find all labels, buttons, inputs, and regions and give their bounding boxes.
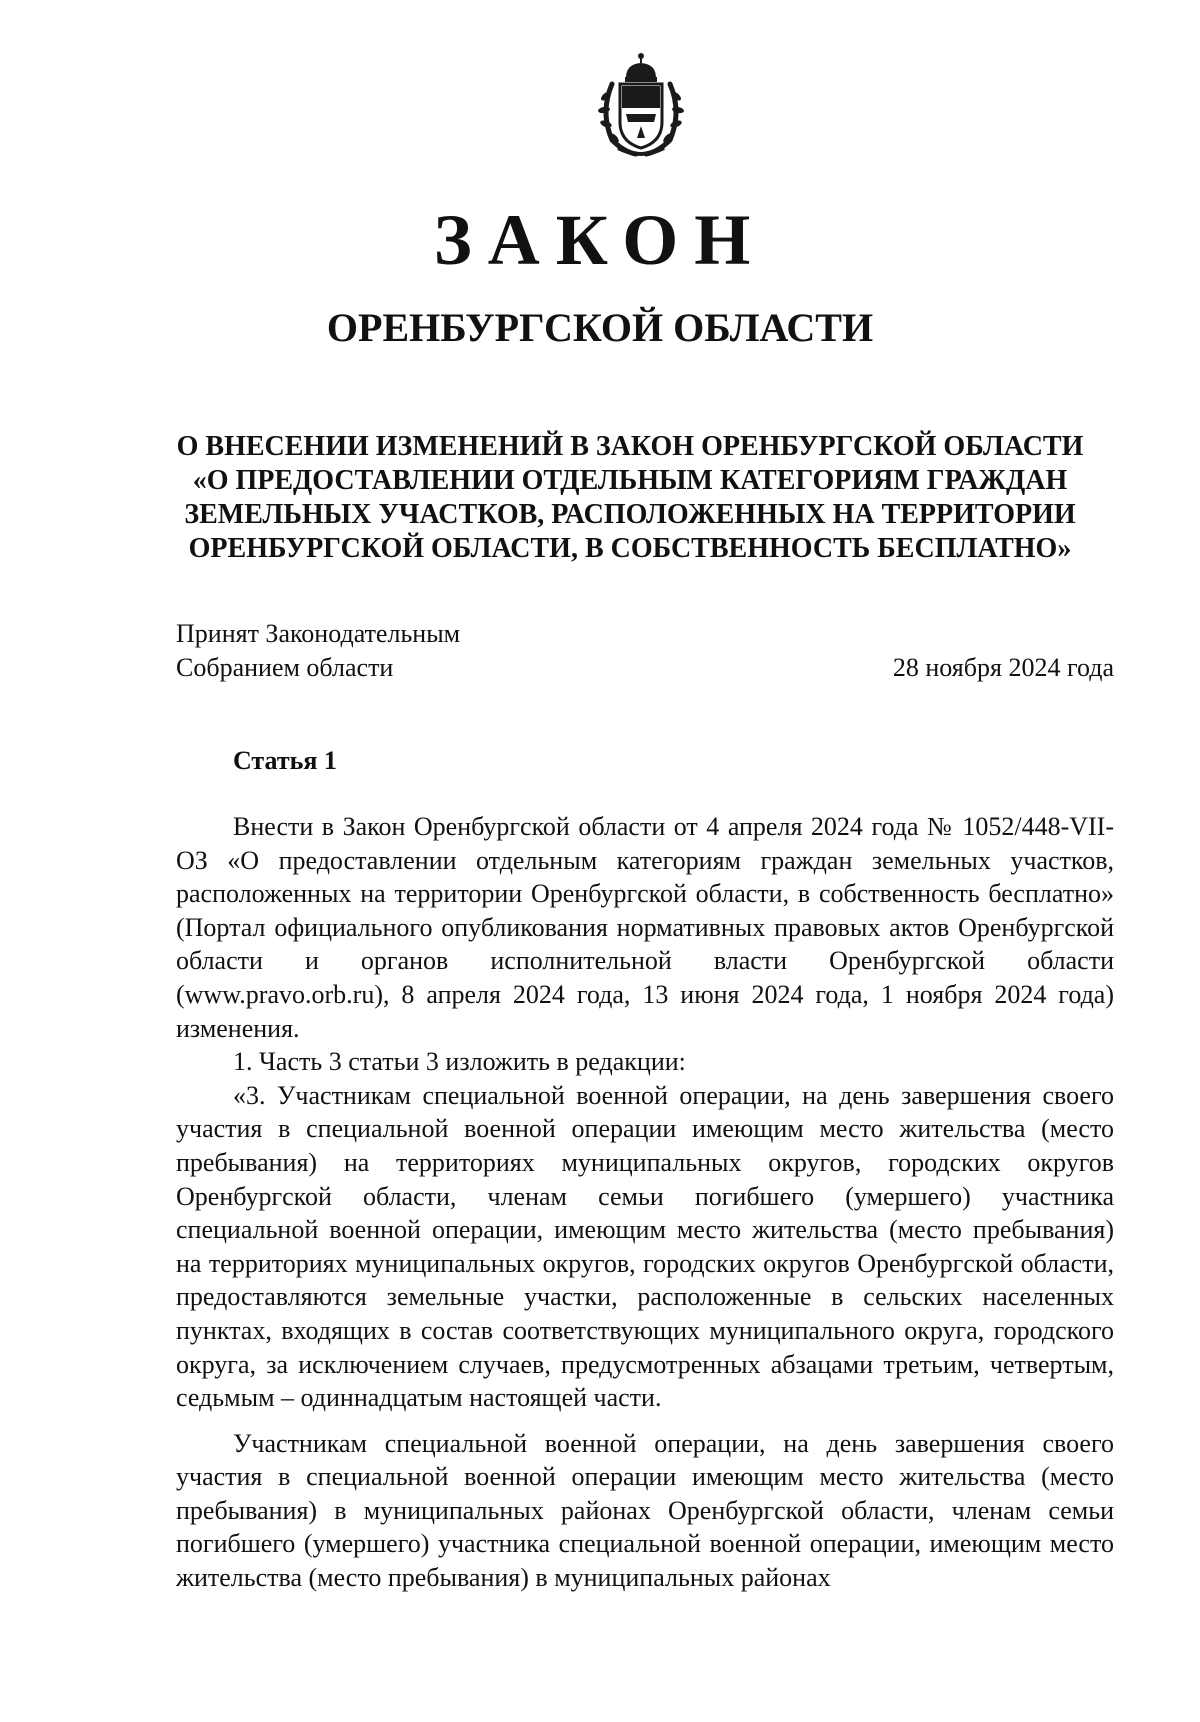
article-heading: Статья 1 [233, 746, 337, 775]
adoption-line-2: Собранием области [176, 653, 394, 682]
document-title: ЗАКОН [433, 200, 767, 280]
law-name-line: ЗЕМЕЛЬНЫХ УЧАСТКОВ, РАСПОЛОЖЕННЫХ НА ТЕРРИТОРИИ [184, 499, 1076, 530]
article-paragraph: «3. Участникам специальной военной операции, на день завершения своего участия в специальной военной операции имеющим место жительства (место пребывания) на территориях муниципальных округов, городских округов Оренбургской области, членам семьи погибшего (умершего) участника специальной военной операции, имеющим место жительства (место пребывания) на территориях муниципальных округов, городских округов Оренбургской области, предоставляются земельные участки, расположенные в сельских населенных пунктах, входящих в состав соответствующих муниципального округа, городского округа, за исключением случаев, предусмотренных абзацами третьим, четвертым, седьмым – одиннадцатым настоящей части. [176, 1080, 1114, 1413]
adoption-date: 28 ноября 2024 года [892, 653, 1114, 682]
article-body [176, 810, 1114, 1595]
coat-of-arms-emblem [596, 52, 686, 160]
article-paragraph: Внести в Закон Оренбургской области от 4 апреля 2024 года № 1052/448-VII-ОЗ «О предоставлении отдельным категориям граждан земельных участков, расположенных на территории Оренбургской области, в собственность бесплатно» (Портал официального опубликования нормативных правовых актов Оренбургской области и органов исполнительной власти Оренбургской области (www.pravo.orb.ru), 8 апреля 2024 года, 13 июня 2024 года, 1 ноября 2024 года) изменения. [176, 812, 1114, 1043]
law-name-line: О ВНЕСЕНИИ ИЗМЕНЕНИЙ В ЗАКОН ОРЕНБУРГСКОЙ ОБЛАСТИ [176, 431, 1084, 462]
document-subtitle: ОРЕНБУРГСКОЙ ОБЛАСТИ [326, 305, 874, 350]
adoption-line-1: Принят Законодательным [176, 619, 461, 648]
adoption-statement [176, 617, 460, 685]
law-name-line: «О ПРЕДОСТАВЛЕНИИ ОТДЕЛЬНЫМ КАТЕГОРИЯМ ГРАЖДАН [192, 465, 1068, 496]
article-paragraph: Участникам специальной военной операции, на день завершения своего участия в специальной военной операции имеющим место жительства (место пребывания) в муниципальных районах Оренбургской области, членам семьи погибшего (умершего) участника специальной военной операции, имеющим место жительства (место пребывания) в муниципальных районах [176, 1428, 1114, 1593]
law-name-line: ОРЕНБУРГСКОЙ ОБЛАСТИ, В СОБСТВЕННОСТЬ БЕСПЛАТНО» [188, 533, 1072, 564]
article-paragraph: 1. Часть 3 статьи 3 изложить в редакции: [233, 1047, 686, 1077]
law-name-heading [150, 430, 1110, 566]
